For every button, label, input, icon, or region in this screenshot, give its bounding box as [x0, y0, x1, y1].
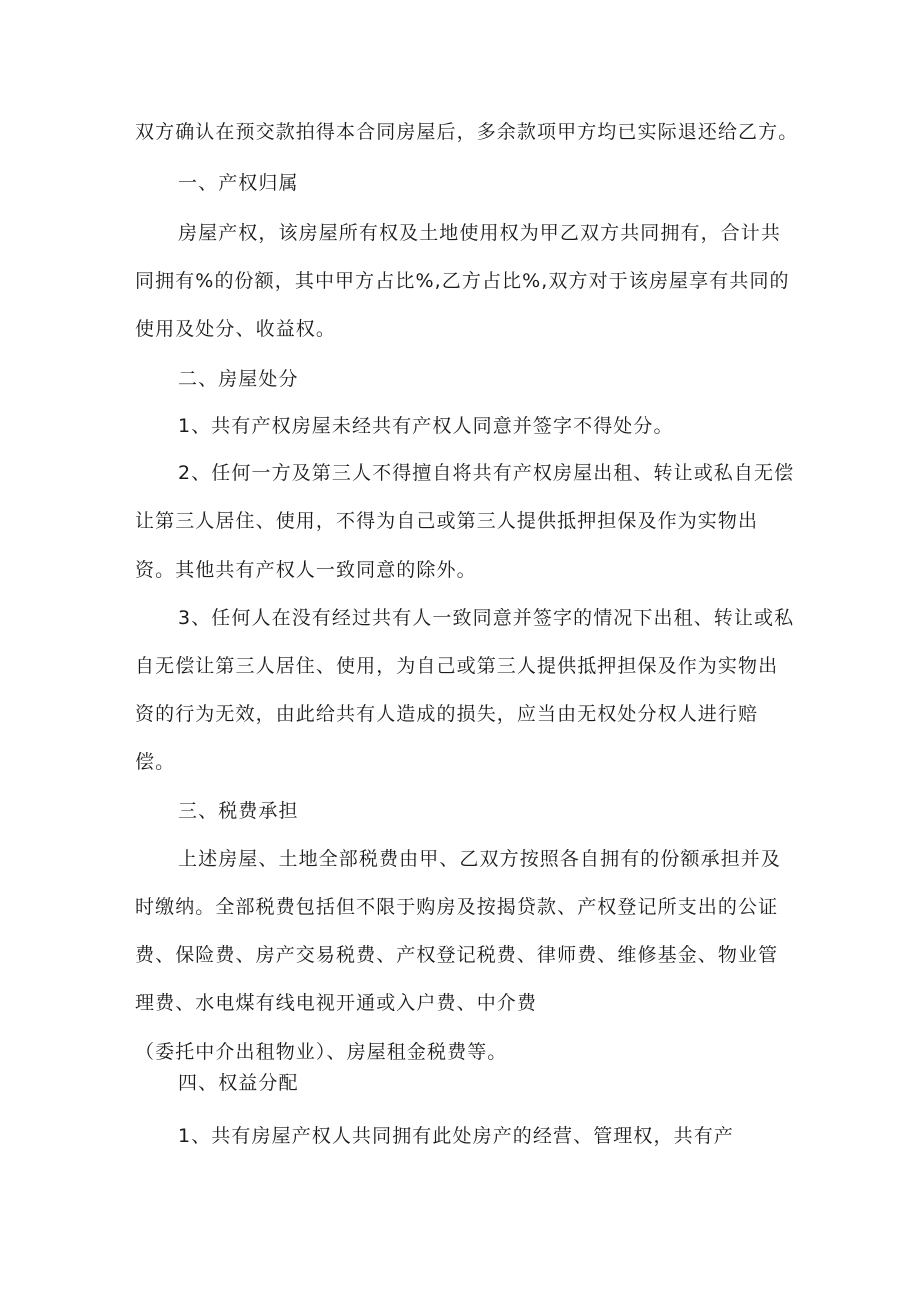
paragraph-line: 让第三人居住、使用，不得为自己或第三人提供抵押担保及作为实物出: [135, 510, 759, 532]
paragraph-line: 2、任何一方及第三人不得擅自将共有产权房屋出租、转让或私自无偿: [178, 462, 795, 484]
paragraph-line: 偿。: [135, 751, 176, 773]
paragraph-line: 上述房屋、土地全部税费由甲、乙双方按照各自拥有的份额承担并及: [178, 848, 782, 870]
paragraph-line: 费、保险费、房产交易税费、产权登记税费、律师费、维修基金、物业管: [135, 944, 779, 966]
section-heading: 三、税费承担: [178, 800, 299, 822]
paragraph-line: （委托中介出租物业）、房屋租金税费等。: [135, 1041, 508, 1063]
section-heading: 一、产权归属: [178, 172, 299, 194]
paragraph-line: 时缴纳。全部税费包括但不限于购房及按揭贷款、产权登记所支出的公证: [135, 896, 779, 918]
paragraph-line: 使用及处分、收益权。: [135, 318, 337, 340]
paragraph-line: 自无偿让第三人居住、使用，为自己或第三人提供抵押担保及作为实物出: [135, 655, 779, 677]
paragraph-line: 房屋产权，该房屋所有权及土地使用权为甲乙双方共同拥有，合计共: [178, 222, 782, 244]
paragraph-line: 1、共有房屋产权人共同拥有此处房产的经营、管理权，共有产: [178, 1125, 734, 1147]
section-heading: 四、权益分配: [178, 1072, 299, 1094]
paragraph-line: 资的行为无效，由此给共有人造成的损失，应当由无权处分权人进行赔: [135, 703, 759, 725]
paragraph-line: 3、任何人在没有经过共有人一致同意并签字的情况下出租、转让或私: [178, 607, 795, 629]
section-heading: 二、房屋处分: [178, 368, 299, 390]
paragraph-line: 资。其他共有产权人一致同意的除外。: [135, 559, 477, 581]
paragraph-line: 1、共有产权房屋未经共有产权人同意并签字不得处分。: [178, 415, 674, 437]
paragraph-line: 同拥有%的份额，其中甲方占比%,乙方占比%,双方对于该房屋享有共同的: [135, 270, 790, 292]
paragraph-line: 双方确认在预交款拍得本合同房屋后，多余款项甲方均已实际退还给乙方。: [135, 121, 799, 143]
paragraph-line: 理费、水电煤有线电视开通或入户费、中介费: [135, 992, 538, 1014]
